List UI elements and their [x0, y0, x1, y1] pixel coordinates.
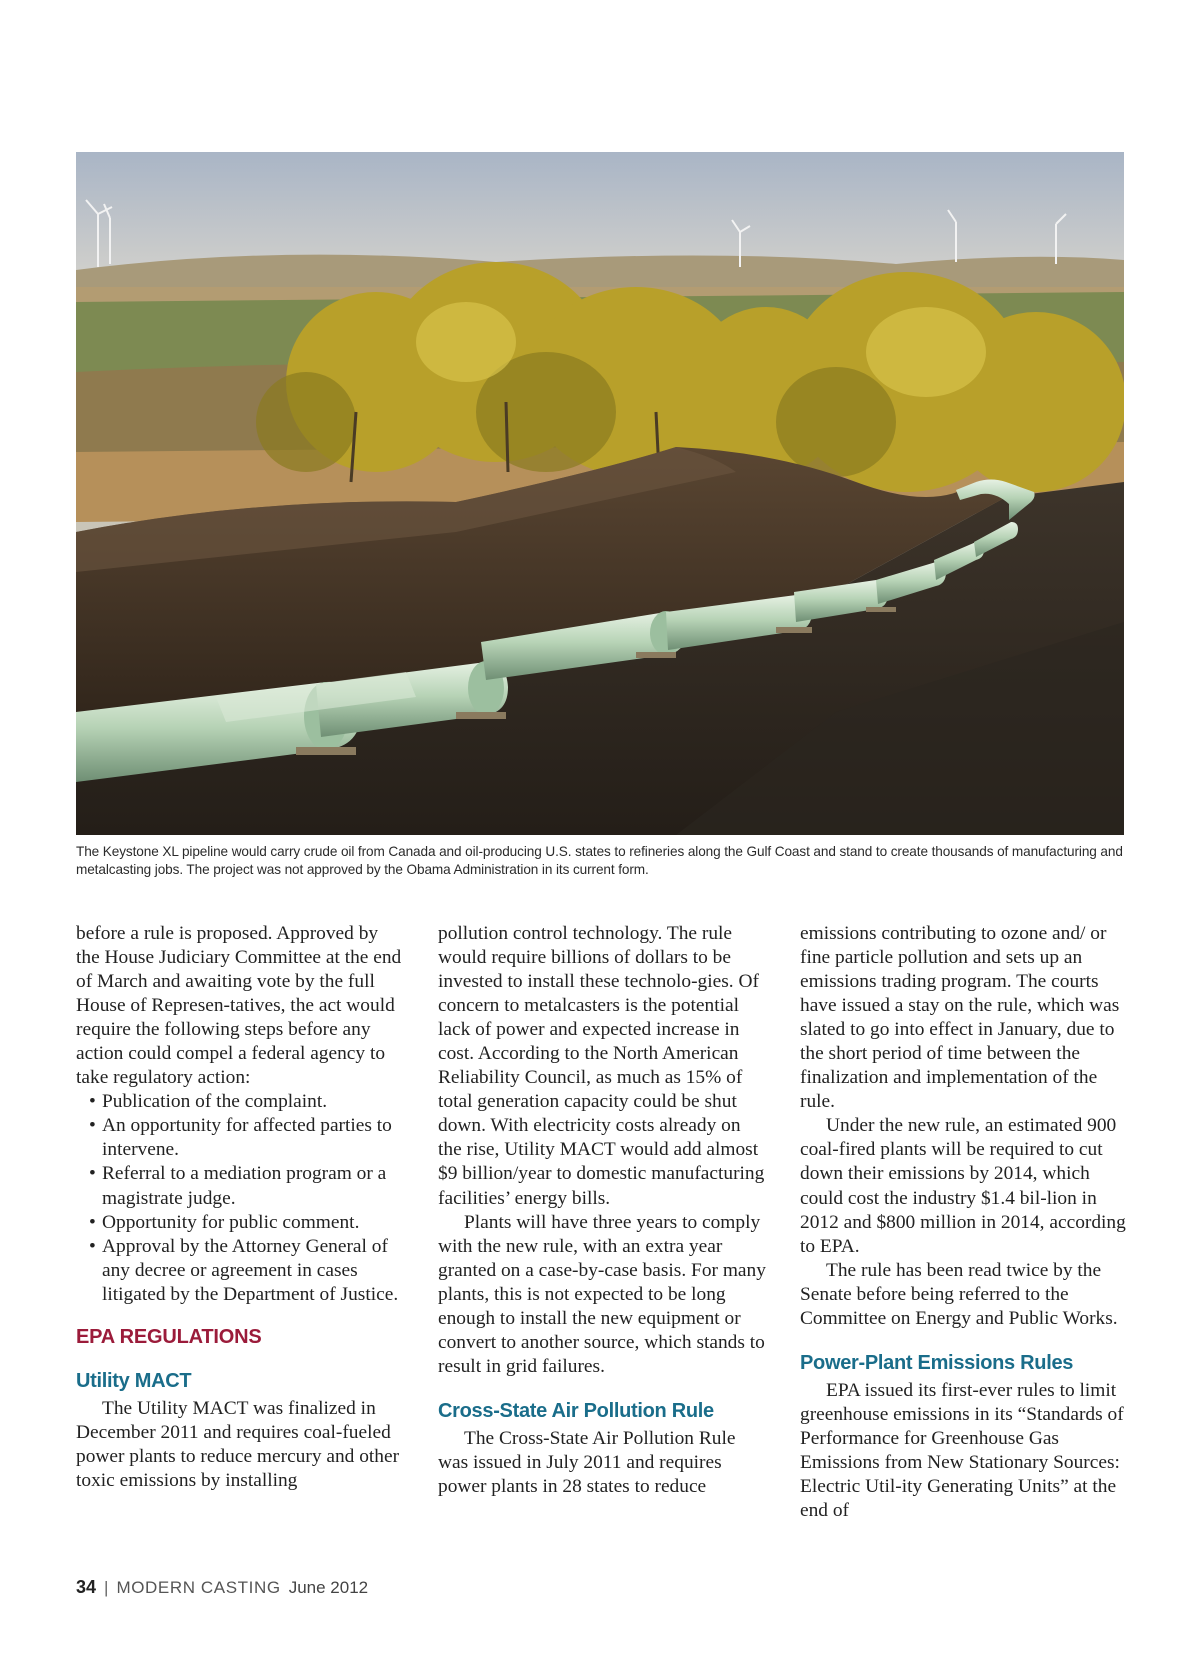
subheading-power-plant: Power-Plant Emissions Rules [800, 1351, 1074, 1374]
list-item: • Approval by the Attorney General of any decree or agreement in cases litigated by the Department of Justice. [76, 1235, 406, 1307]
paragraph: Under the new rule, an estimated 900 coal-fired plants will be required to cut down their emissions by 2014, which could cost the industry $1.4 bil-lion in 2012 and $800 million in 2014, according to EPA. [800, 1115, 1126, 1257]
list-item: • An opportunity for affected parties to intervene. [76, 1114, 406, 1162]
subheading-cross-state: Cross-State Air Pollution Rule [438, 1399, 714, 1422]
paragraph: The Utility MACT was finalized in December 2011 and requires coal-fueled power plants to reduce mercury and other toxic emissions by installing [76, 1397, 400, 1491]
paragraph: The rule has been read twice by the Senate before being referred to the Committee on Energy and Public Works. [800, 1259, 1118, 1329]
paragraph: EPA issued its first-ever rules to limit greenhouse emissions in its “Standards of Performance for Greenhouse Gas Emissions from New Stationary Sources: Electric Util-ity Generating Units” at the end of [800, 1379, 1124, 1522]
page-footer [76, 1577, 368, 1598]
list-item: • Publication of the complaint. [76, 1090, 406, 1114]
section-heading: EPA REGULATIONS [76, 1325, 262, 1348]
paragraph: emissions contributing to ozone and/ or fine particle pollution and sets up an emissions trading program. The courts have issued a stay on the rule, which was slated to go into effect in January, due to the short period of time between the finalization and implementation of the rule. [800, 923, 1120, 1113]
column-1 [76, 922, 406, 1493]
paragraph: pollution control technology. The rule would require billions of dollars to be invested to install these technolo-gies. Of concern to metalcasters is the potential lack of power and expected increase in cost. According to the North American Reliability Council, as much as 15% of total generation capacity could be shut down. With electricity costs already on the rise, Utility MACT would add almost $9 billion/year to domestic manufacturing facilities’ energy bills. [438, 923, 765, 1209]
issue-date: June 2012 [288, 1577, 369, 1597]
requirements-list [76, 1090, 406, 1306]
column-3 [800, 922, 1130, 1523]
paragraph: The Cross-State Air Pollution Rule was issued in July 2011 and requires power plants in 28 states to reduce [438, 1427, 736, 1497]
paragraph: Plants will have three years to comply with the new rule, with an extra year granted on a case-by-case basis. For many plants, this is not expected to be long enough to install the new equipment or convert to another source, which stands to result in grid failures. [438, 1211, 766, 1377]
magazine-name: MODERN CASTING [116, 1577, 281, 1597]
photo-caption: The Keystone XL pipeline would carry crude oil from Canada and oil-producing U.S. states to refineries along the Gulf Coast and stand to create thousands of manufacturing and metalcasting jobs. The project was not approved by the Obama Administration in its current form. [76, 844, 1123, 877]
page-number: 34 [76, 1577, 97, 1597]
column-2 [438, 922, 768, 1499]
paragraph: before a rule is proposed. Approved by the House Judiciary Committee at the end of March and awaiting vote by the full House of Represen-tatives, the act would require the following steps before any action could compel a federal agency to take regulatory action: [76, 923, 402, 1089]
footer-separator: | [104, 1577, 109, 1597]
list-item: • Referral to a mediation program or a magistrate judge. [76, 1162, 406, 1210]
list-item: • Opportunity for public comment. [76, 1211, 406, 1235]
subheading-utility-mact: Utility MACT [76, 1369, 192, 1392]
pipeline-photo [76, 152, 1124, 835]
